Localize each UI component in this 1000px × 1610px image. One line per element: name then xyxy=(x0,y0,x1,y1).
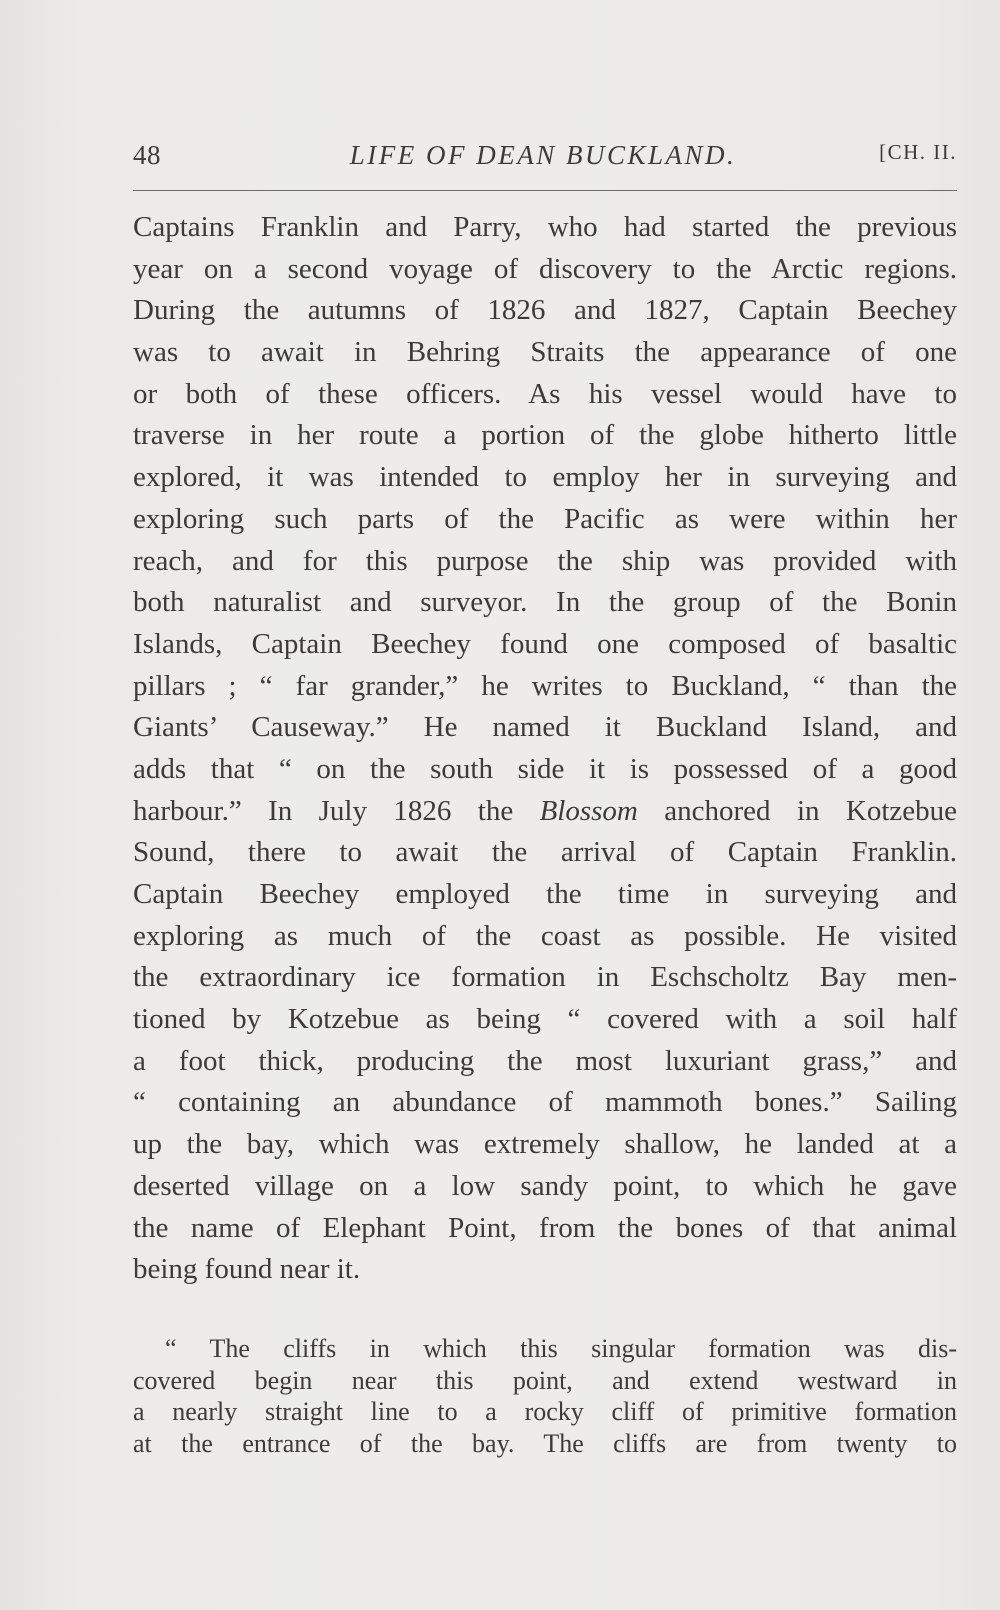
block-quote xyxy=(133,1333,957,1459)
text-line: reach, and for this purpose the ship was provided with xyxy=(133,544,957,577)
text-line: “ containing an abundance of mammoth bones.” Sailing xyxy=(133,1086,957,1119)
chapter-reference: [CH. II. xyxy=(879,140,957,164)
ship-name: Blossom xyxy=(539,794,638,827)
text-line: deserted village on a low sandy point, to which he gave xyxy=(133,1169,957,1202)
header-rule xyxy=(133,190,957,191)
text-line: exploring such parts of the Pacific as were within her xyxy=(133,502,957,535)
text-line: Captain Beechey employed the time in surveying and xyxy=(133,878,957,910)
text-line: the extraordinary ice formation in Eschscholtz Bay men- xyxy=(133,961,957,994)
text-line: was to await in Behring Straits the appearance of one xyxy=(133,336,957,369)
text-line: exploring as much of the coast as possible. He visited xyxy=(133,919,957,952)
text-line: year on a second voyage of discovery to the Arctic regions. xyxy=(133,252,957,285)
text-line: Captains Franklin and Parry, who had started the previous xyxy=(133,211,957,243)
text-line: both naturalist and surveyor. In the group of the Bonin xyxy=(133,586,957,619)
text-line: the name of Elephant Point, from the bones of that animal xyxy=(133,1211,957,1244)
text-line: tioned by Kotzebue as being “ covered with a soil half xyxy=(133,1003,957,1036)
running-title: LIFE OF DEAN BUCKLAND. xyxy=(349,140,737,170)
text-line: Sound, there to await the arrival of Captain Franklin. xyxy=(133,836,957,869)
quote-line: at the entrance of the bay. The cliffs are from twenty to xyxy=(133,1428,957,1458)
text-line: being found near it. xyxy=(133,1253,361,1286)
text-line: Giants’ Causeway.” He named it Buckland Island, and xyxy=(133,711,957,744)
text-line: up the bay, which was extremely shallow, he landed at a xyxy=(133,1128,957,1161)
text-line: explored, it was intended to employ her in surveying and xyxy=(133,461,957,494)
quote-line: “ The cliffs in which this singular formation was dis- xyxy=(165,1334,957,1363)
text-line: Islands, Captain Beechey found one composed of basaltic xyxy=(133,627,957,660)
text-line: pillars ; “ far grander,” he writes to Buckland, “ than the xyxy=(133,669,957,702)
text-line: adds that “ on the south side it is possessed of a good xyxy=(133,752,957,785)
quote-line: a nearly straight line to a rocky cliff of primitive formation xyxy=(133,1397,957,1426)
text-line: traverse in her route a portion of the globe hitherto little xyxy=(133,419,957,452)
page-number: 48 xyxy=(133,140,161,170)
text-line-start: harbour.” In July 1826 the xyxy=(133,794,540,827)
running-head xyxy=(133,140,957,176)
text-line: or both of these officers. As his vessel would have to xyxy=(133,377,957,410)
quote-line: covered begin near this point, and extend westward in xyxy=(133,1365,957,1395)
text-line: During the autumns of 1826 and 1827, Captain Beechey xyxy=(133,294,957,327)
text-line-end: anchored in Kotzebue xyxy=(637,794,958,827)
text-line: a foot thick, producing the most luxuriant grass,” and xyxy=(133,1044,957,1077)
body-paragraph xyxy=(133,207,957,1291)
text-line xyxy=(133,791,957,833)
